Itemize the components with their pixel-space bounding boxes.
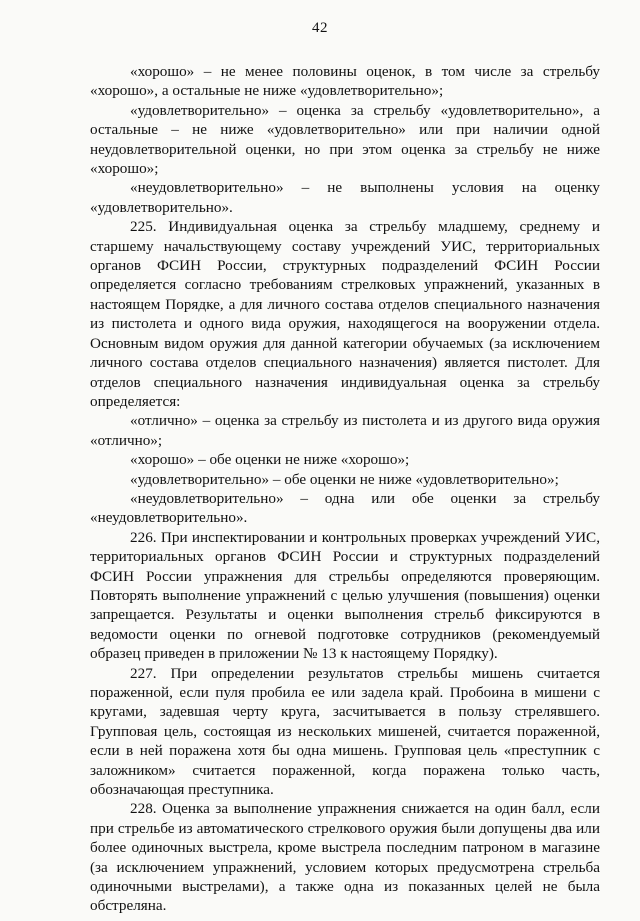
paragraph-225-excellent: «отлично» – оценка за стрельбу из пистолета и из другого вида оружия «отлично»; (90, 412, 600, 449)
paragraph-grade-satisfactory: «удовлетворительно» – оценка за стрельбу «удовлетворительно», а остальные – не ниже «удовлетворительно» или при наличии одной неудовлетворительной оценки, но при этом оценка за стрельбу не ниже «хорошо»; (90, 101, 600, 178)
page-number: 42 (312, 20, 328, 36)
paragraph-225-good: «хорошо» – обе оценки не ниже «хорошо»; (130, 451, 410, 469)
paragraph-228: 228. Оценка за выполнение упражнения снижается на один балл, если при стрельбе из автоматического стрелкового оружия были допущены два или более одиночных выстрела, кроме выстрела последним патроном в магазине (за исключением упражнений, условием которых предусмотрена стрельба одиночными выстрелами), а также одна из показанных целей не была обстреляна. (90, 800, 600, 915)
paragraph-225-satisfactory: «удовлетворительно» – обе оценки не ниже «удовлетворительно»; (130, 470, 559, 488)
paragraph-226: 226. При инспектировании и контрольных проверках учреждений УИС, территориальных органов ФСИН России и структурных подразделений ФСИН России упражнения для стрельбы определяются проверяющим. Повторять выполнение упражнений с целью улучшения (повышения) оценки запрещается. Результаты и оценки выполнения стрельб фиксируются в ведомости оценки по огневой подготовке сотрудников (рекомендуемый образец приведен в приложении № 13 к настоящему Порядку). (90, 528, 600, 663)
paragraph-227: 227. При определении результатов стрельбы мишень считается пораженной, если пуля пробила ее или задела край. Пробоина в мишени с кругами, задевшая черту круга, засчитывается в пользу стрелявшего. Групповая цель, состоящая из нескольких мишеней, считается пораженной, если в ней поражена хотя бы одна мишень. Групповая цель «преступник с заложником» считается пораженной, когда поражена только часть, обозначающая преступника. (90, 664, 600, 799)
paragraph-225: 225. Индивидуальная оценка за стрельбу младшему, среднему и старшему начальствующему составу учреждений УИС, территориальных органов ФСИН России, структурных подразделений ФСИН России определяется согласно требованиям стрелковых упражнений, указанных в настоящем Порядке, а для личного состава отделов специального назначения из пистолета и одного вида оружия, находящегося на вооружении отдела. Основным видом оружия для данной категории обучаемых (за исключением личного состава отделов специального назначения) является пистолет. Для отделов специального назначения индивидуальная оценка за стрельбу определяется: (90, 218, 600, 410)
paragraph-225-unsatisfactory: «неудовлетворительно» – одна или обе оценки за стрельбу «неудовлетворительно». (90, 489, 600, 527)
paragraph-grade-unsatisfactory: «неудовлетворительно» – не выполнены условия на оценку «удовлетворительно». (90, 179, 600, 216)
document-body (90, 62, 600, 916)
paragraph-grade-good: «хорошо» – не менее половины оценок, в том числе за стрельбу «хорошо», а остальные не ниже «удовлетворительно»; (90, 63, 600, 100)
